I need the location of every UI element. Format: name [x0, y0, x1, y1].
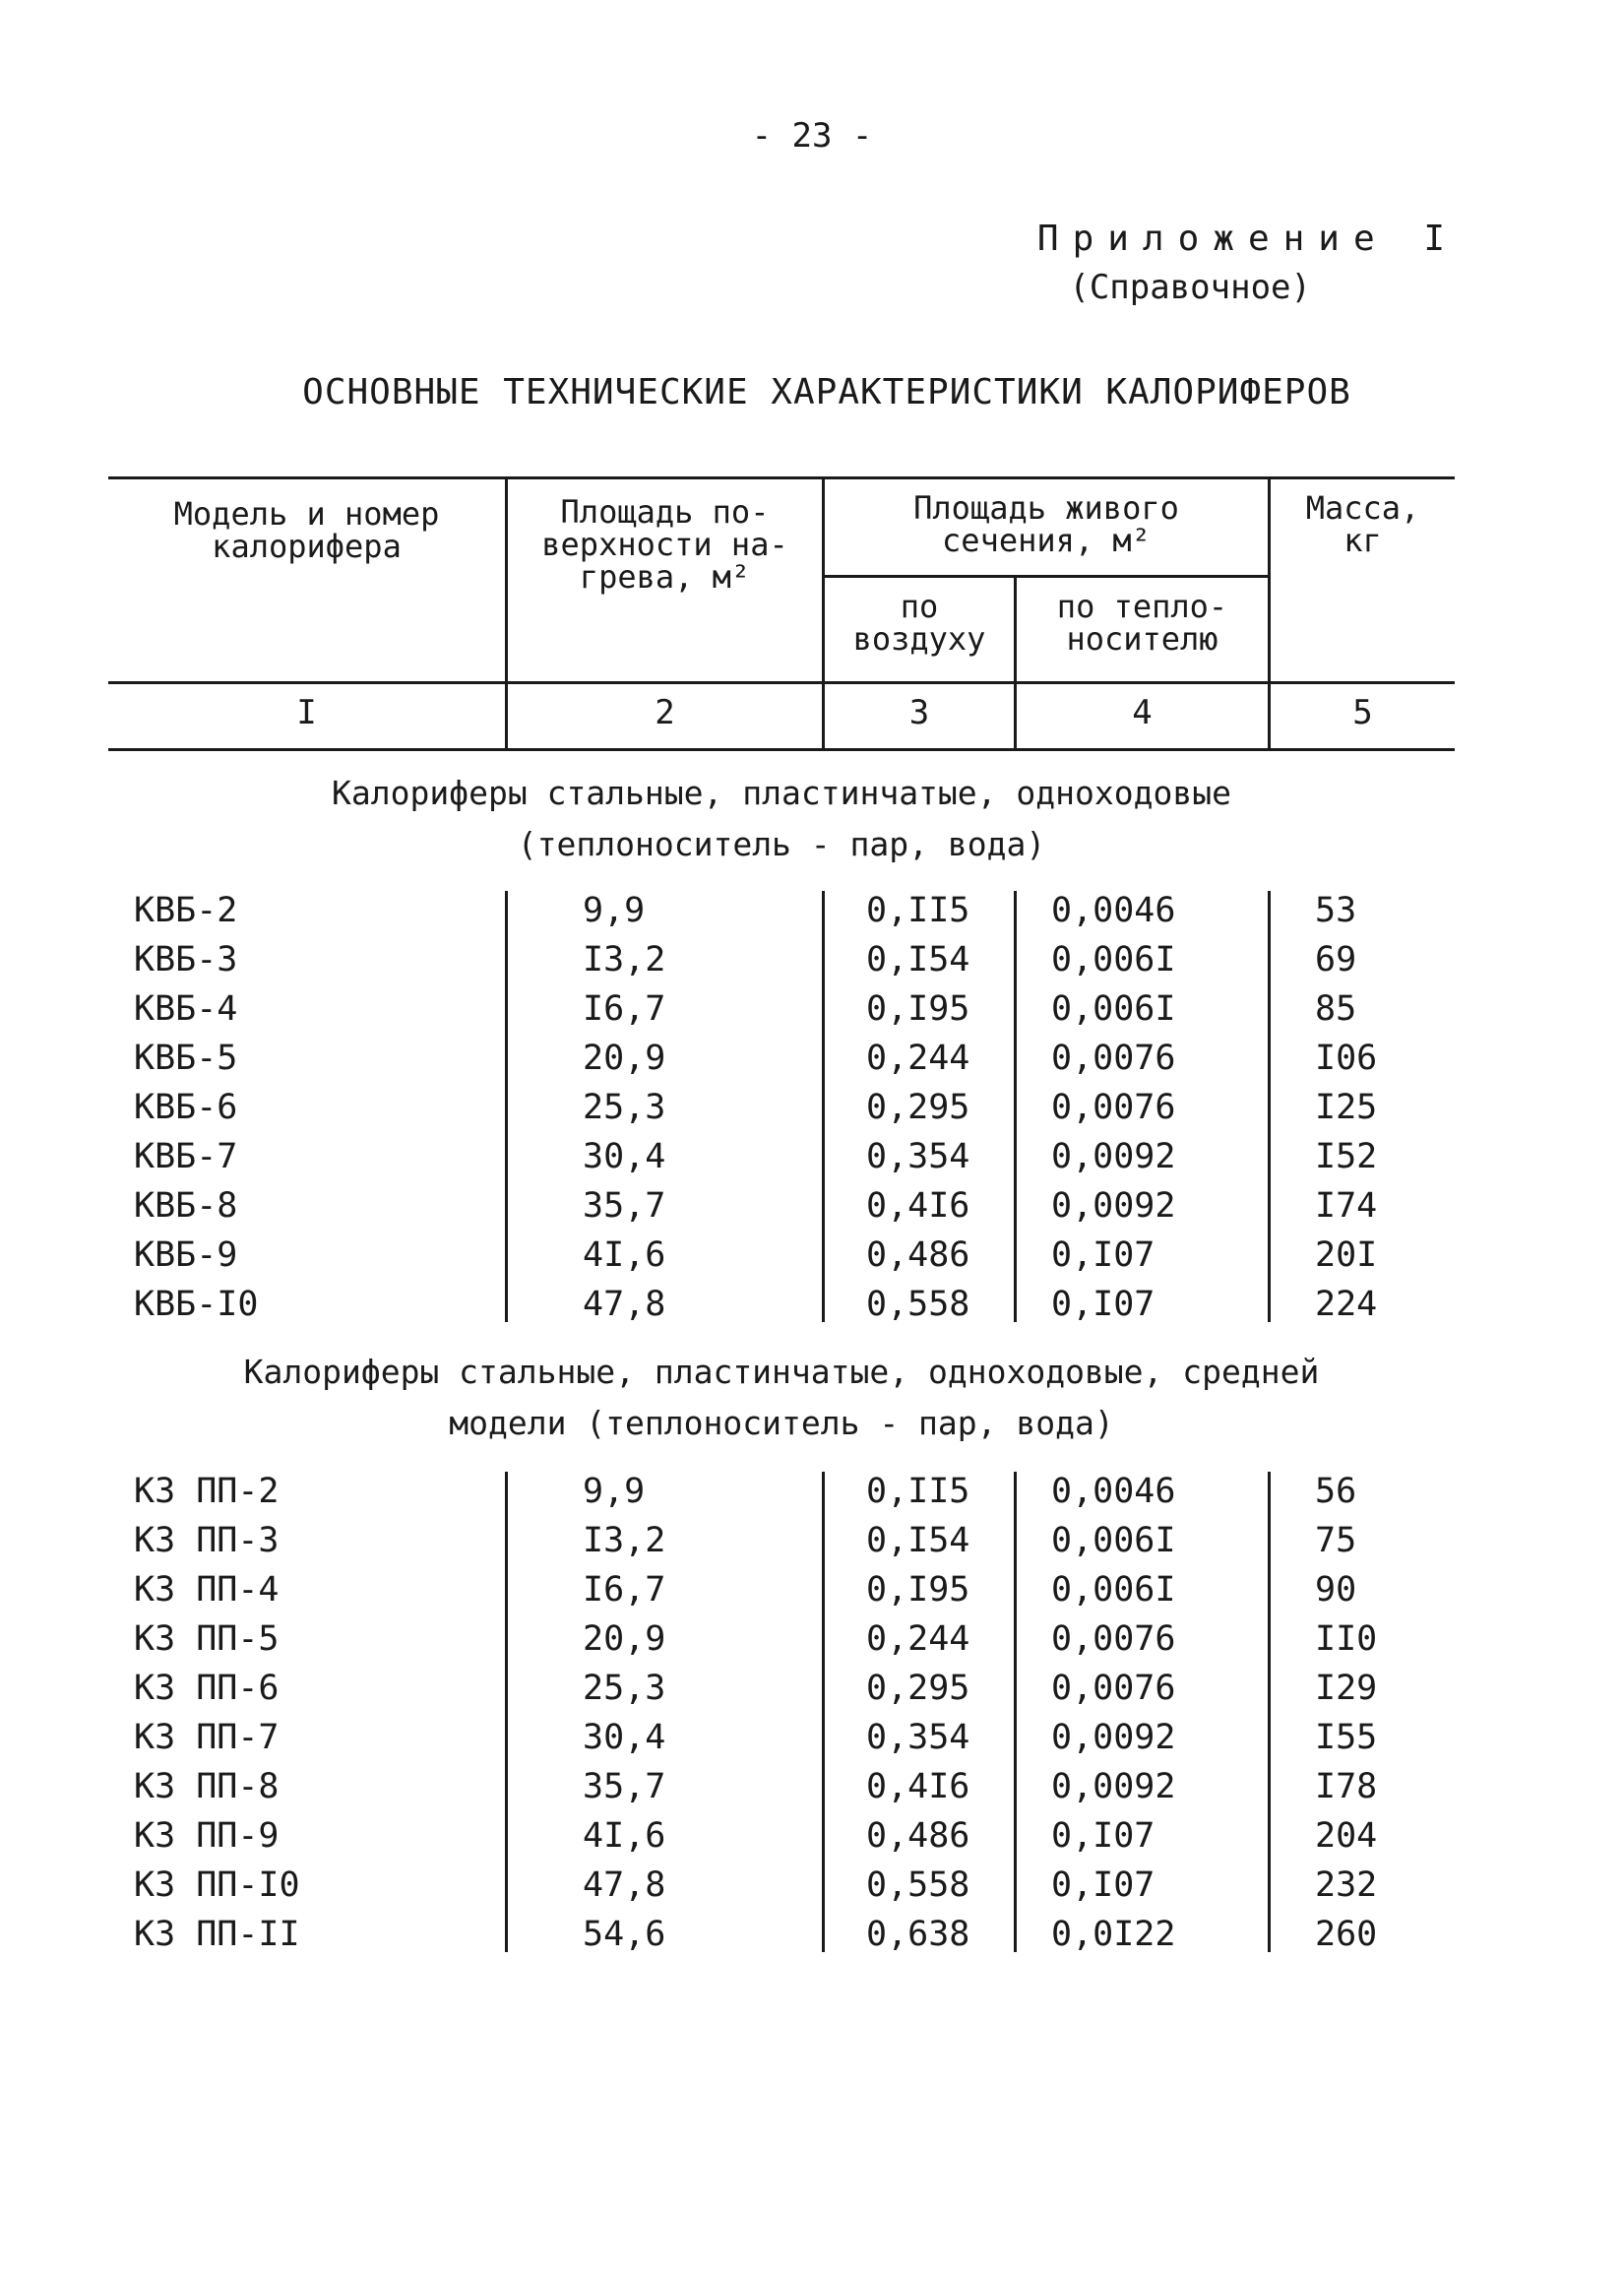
cell-free-area-air: 0,354 [866, 1137, 970, 1176]
cell-mass: I55 [1315, 1718, 1378, 1757]
cell-free-area-air: 0,295 [866, 1669, 970, 1708]
header-heating-area: Площадь по- верхности на- грева, м² [541, 493, 788, 596]
column-number-rule [108, 748, 1455, 751]
cell-free-area-coolant: 0,I07 [1051, 1816, 1156, 1856]
cell-free-area-coolant: 0,I07 [1051, 1235, 1156, 1275]
cell-heating-area: 30,4 [583, 1137, 666, 1176]
cell-heating-area: 30,4 [583, 1718, 666, 1757]
cell-mass: I29 [1315, 1669, 1378, 1708]
cell-free-area-coolant: 0,0092 [1051, 1718, 1176, 1757]
cell-free-area-coolant: 0,0I22 [1051, 1915, 1176, 1954]
cell-mass: 56 [1315, 1472, 1357, 1511]
cell-mass: I52 [1315, 1137, 1378, 1176]
cell-model: КВБ-6 [134, 1088, 238, 1127]
cell-model: КВБ-7 [134, 1137, 238, 1176]
cell-free-area-air: 0,558 [866, 1865, 970, 1905]
cell-free-area-air: 0,II5 [866, 891, 970, 930]
cell-free-area-air: 0,244 [866, 1039, 970, 1078]
cell-free-area-air: 0,I95 [866, 1570, 970, 1610]
cell-free-area-coolant: 0,0046 [1051, 891, 1176, 930]
page-number: - 23 - [751, 116, 873, 156]
cell-free-area-coolant: 0,0076 [1051, 1088, 1176, 1127]
cell-model: КВБ-2 [134, 891, 238, 930]
cell-mass: 90 [1315, 1570, 1357, 1610]
cell-heating-area: I3,2 [583, 1521, 666, 1560]
cell-heating-area: 4I,6 [583, 1235, 666, 1275]
cell-heating-area: 25,3 [583, 1669, 666, 1708]
cell-mass: 232 [1315, 1865, 1378, 1905]
cell-model: КЗ ПП-5 [134, 1619, 280, 1659]
cell-free-area-air: 0,I54 [866, 1521, 970, 1560]
cell-free-area-coolant: 0,0076 [1051, 1669, 1176, 1708]
column-divider [1014, 1472, 1017, 1952]
cell-heating-area: 47,8 [583, 1865, 666, 1905]
cell-mass: 204 [1315, 1816, 1378, 1856]
cell-heating-area: 47,8 [583, 1285, 666, 1324]
cell-model: КВБ-5 [134, 1039, 238, 1078]
cell-mass: 53 [1315, 891, 1357, 930]
cell-heating-area: I6,7 [583, 1570, 666, 1610]
cell-free-area-coolant: 0,0076 [1051, 1039, 1176, 1078]
cell-model: КВБ-8 [134, 1186, 238, 1226]
appendix-label: Приложение I [1036, 219, 1459, 259]
cell-model: КЗ ПП-6 [134, 1669, 280, 1708]
header-by-air: по воздуху [852, 588, 986, 658]
cell-heating-area: 9,9 [583, 1472, 646, 1511]
cell-free-area-coolant: 0,I07 [1051, 1285, 1156, 1324]
section-title: Калориферы стальные, пластинчатые, одноходовые (теплоноситель - пар, вода) [332, 774, 1231, 863]
column-number: 3 [908, 693, 930, 732]
cell-free-area-coolant: 0,0046 [1051, 1472, 1176, 1511]
cell-heating-area: 35,7 [583, 1767, 666, 1806]
cell-heating-area: 9,9 [583, 891, 646, 930]
cell-free-area-coolant: 0,0092 [1051, 1137, 1176, 1176]
column-number: I [296, 693, 317, 732]
cell-mass: 69 [1315, 940, 1357, 979]
cell-model: КВБ-4 [134, 989, 238, 1029]
cell-free-area-coolant: 0,I07 [1051, 1865, 1156, 1905]
cell-model: КЗ ПП-4 [134, 1570, 280, 1610]
cell-free-area-air: 0,I54 [866, 940, 970, 979]
column-divider [1268, 891, 1271, 1322]
cell-free-area-air: 0,558 [866, 1285, 970, 1324]
cell-model: КЗ ПП-8 [134, 1767, 280, 1806]
header-mid-rule [823, 575, 1270, 578]
cell-free-area-air: 0,354 [866, 1718, 970, 1757]
cell-model: КВБ-3 [134, 940, 238, 979]
cell-heating-area: 20,9 [583, 1619, 666, 1659]
column-divider [1268, 1472, 1271, 1952]
cell-mass: I74 [1315, 1186, 1378, 1226]
cell-free-area-coolant: 0,006I [1051, 940, 1176, 979]
column-divider [1014, 891, 1017, 1322]
cell-mass: I25 [1315, 1088, 1378, 1127]
section-title: Калориферы стальные, пластинчатые, одноходовые, средней модели (теплоноситель - пар, вода) [243, 1353, 1320, 1442]
cell-mass: I06 [1315, 1039, 1378, 1078]
cell-free-area-coolant: 0,006I [1051, 989, 1176, 1029]
column-number: 4 [1132, 693, 1153, 732]
cell-model: КЗ ПП-3 [134, 1521, 280, 1560]
cell-heating-area: I3,2 [583, 940, 666, 979]
header-top-rule [108, 476, 1455, 479]
cell-model: КЗ ПП-I0 [134, 1865, 300, 1905]
cell-heating-area: 54,6 [583, 1915, 666, 1954]
cell-free-area-coolant: 0,0076 [1051, 1619, 1176, 1659]
cell-heating-area: 25,3 [583, 1088, 666, 1127]
cell-mass: II0 [1315, 1619, 1378, 1659]
cell-heating-area: 4I,6 [583, 1816, 666, 1856]
header-by-coolant: по тепло- носителю [1056, 588, 1228, 658]
column-divider [505, 1472, 508, 1952]
cell-mass: 260 [1315, 1915, 1378, 1954]
header-mass: Масса, кг [1305, 489, 1420, 559]
header-free-area: Площадь живого сечения, м² [913, 489, 1179, 559]
cell-free-area-air: 0,486 [866, 1235, 970, 1275]
cell-mass: 224 [1315, 1285, 1378, 1324]
cell-free-area-coolant: 0,006I [1051, 1521, 1176, 1560]
cell-mass: 75 [1315, 1521, 1357, 1560]
column-number: 5 [1352, 693, 1373, 732]
appendix-note: (Справочное) [1069, 268, 1311, 307]
cell-free-area-air: 0,486 [866, 1816, 970, 1856]
cell-free-area-air: 0,638 [866, 1915, 970, 1954]
cell-model: КЗ ПП-2 [134, 1472, 280, 1511]
cell-free-area-air: 0,I95 [866, 989, 970, 1029]
cell-model: КЗ ПП-9 [134, 1816, 280, 1856]
header-rule [108, 681, 1455, 684]
cell-mass: 85 [1315, 989, 1357, 1029]
cell-mass: 20I [1315, 1235, 1378, 1275]
cell-model: КВБ-9 [134, 1235, 238, 1275]
cell-mass: I78 [1315, 1767, 1378, 1806]
column-divider [822, 891, 825, 1322]
cell-free-area-air: 0,II5 [866, 1472, 970, 1511]
column-divider [822, 1472, 825, 1952]
cell-free-area-coolant: 0,006I [1051, 1570, 1176, 1610]
cell-model: КЗ ПП-7 [134, 1718, 280, 1757]
header-model: Модель и номер калорифера [173, 495, 440, 565]
cell-free-area-air: 0,295 [866, 1088, 970, 1127]
cell-free-area-air: 0,4I6 [866, 1767, 970, 1806]
column-divider [505, 891, 508, 1322]
column-number: 2 [655, 693, 675, 732]
cell-heating-area: 35,7 [583, 1186, 666, 1226]
cell-model: КВБ-I0 [134, 1285, 259, 1324]
cell-heating-area: 20,9 [583, 1039, 666, 1078]
cell-model: КЗ ПП-II [134, 1915, 300, 1954]
cell-free-area-coolant: 0,0092 [1051, 1186, 1176, 1226]
cell-free-area-coolant: 0,0092 [1051, 1767, 1176, 1806]
cell-free-area-air: 0,4I6 [866, 1186, 970, 1226]
cell-free-area-air: 0,244 [866, 1619, 970, 1659]
document-title: ОСНОВНЫЕ ТЕХНИЧЕСКИЕ ХАРАКТЕРИСТИКИ КАЛОРИФЕРОВ [302, 372, 1351, 412]
cell-heating-area: I6,7 [583, 989, 666, 1029]
